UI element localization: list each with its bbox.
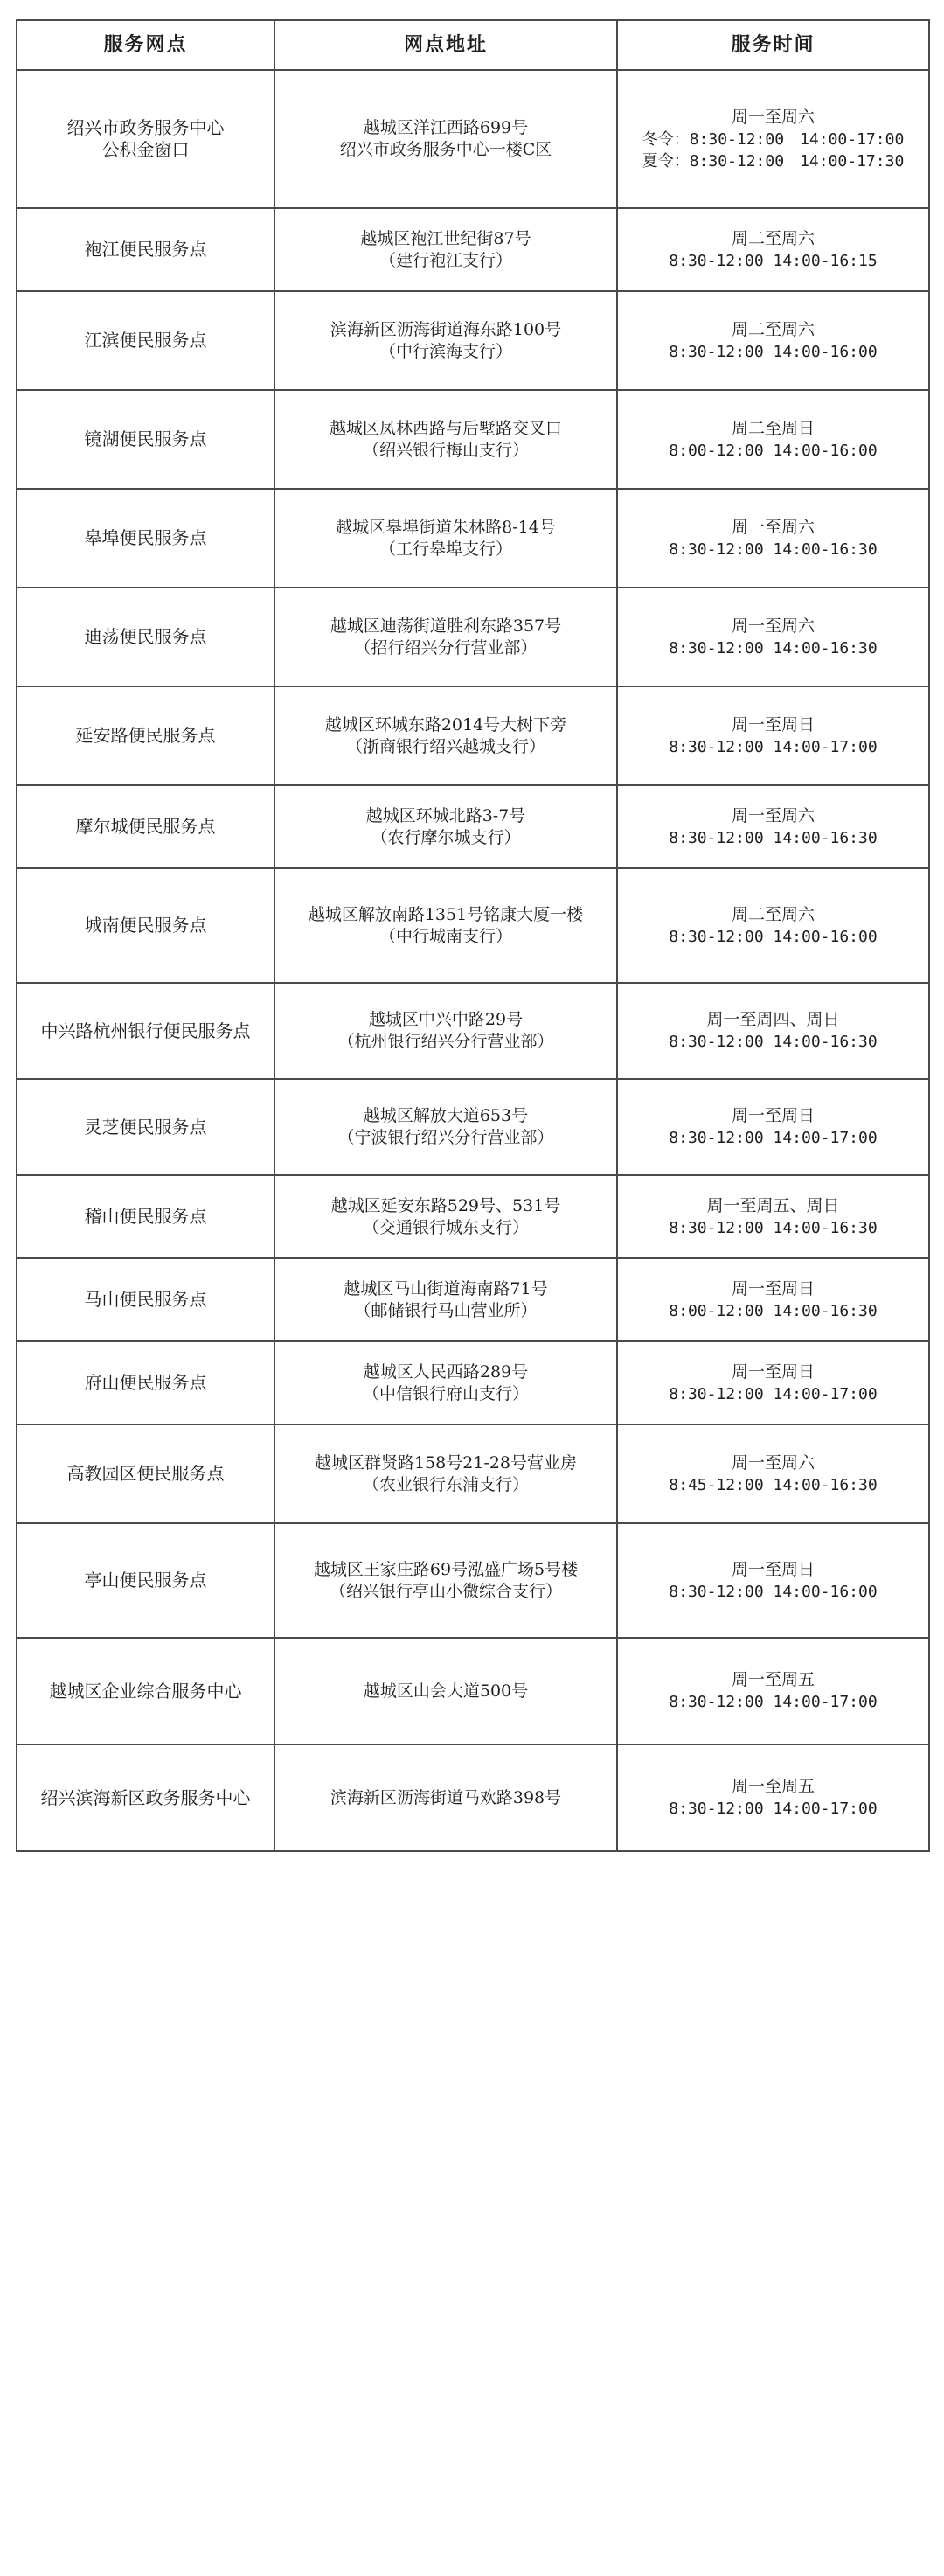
table-body: [17, 70, 929, 1851]
service-hours-line: 8:30-12:00 14:00-16:00: [669, 1582, 878, 1601]
service-point-address: [274, 983, 617, 1079]
header-service-point: 服务网点: [17, 20, 274, 70]
table-row: [17, 291, 929, 390]
table-header-row: [17, 20, 929, 70]
address-line: （中行滨海支行）: [378, 341, 512, 361]
service-point-address: [274, 208, 617, 291]
address-line: 越城区王家庄路69号泓盛广场5号楼: [313, 1559, 579, 1579]
service-hours: [617, 1175, 929, 1258]
service-point-name: 镜湖便民服务点: [17, 390, 274, 489]
service-days: 周二至周六: [731, 904, 815, 924]
service-hours: [617, 291, 929, 390]
service-days: 周一至周六: [731, 805, 815, 825]
address-line: 越城区解放南路1351号铭康大厦一楼: [308, 904, 584, 924]
table-row: [17, 588, 929, 686]
service-hours-line: 8:30-12:00 14:00-17:00: [669, 737, 878, 756]
address-line: （交通银行城东支行）: [362, 1217, 529, 1237]
service-hours: [617, 686, 929, 785]
service-hours-line: 8:30-12:00 14:00-16:00: [669, 342, 878, 361]
service-hours-line: 8:30-12:00 14:00-17:00: [669, 1129, 878, 1147]
service-hours: [617, 1523, 929, 1638]
service-days: 周一至周日: [731, 1106, 815, 1125]
address-line: 越城区迪荡街道胜利东路357号: [330, 616, 562, 636]
service-points-sheet: [16, 19, 928, 1852]
address-line: 越城区延安东路529号、531号: [330, 1195, 561, 1215]
service-point-name: 灵芝便民服务点: [17, 1079, 274, 1175]
service-point-address: [274, 1744, 617, 1851]
service-point-name: 绍兴市政务服务中心 公积金窗口: [17, 70, 274, 208]
address-line: （浙商银行绍兴越城支行）: [345, 736, 545, 756]
address-line: 越城区山会大道500号: [363, 1681, 529, 1701]
table-row: [17, 1424, 929, 1523]
service-point-name: 稽山便民服务点: [17, 1175, 274, 1258]
service-point-address: [274, 868, 617, 983]
service-hours-line: 8:45-12:00 14:00-16:30: [669, 1475, 878, 1494]
service-days: 周一至周六: [731, 517, 815, 537]
table-row: [17, 1258, 929, 1341]
service-point-address: [274, 588, 617, 686]
service-days: 周一至周五: [731, 1777, 815, 1796]
service-hours-line: 8:00-12:00 14:00-16:00: [669, 441, 878, 460]
service-days: 周一至周五: [731, 1670, 815, 1689]
address-line: 越城区洋江西路699号: [363, 118, 529, 137]
service-point-address: [274, 1523, 617, 1638]
service-hours-line: 8:30-12:00 14:00-16:30: [669, 828, 878, 847]
service-hours-line: 8:30-12:00 14:00-16:30: [669, 1033, 878, 1051]
service-hours: [617, 1258, 929, 1341]
service-point-name: 高教园区便民服务点: [17, 1424, 274, 1523]
service-hours: [617, 70, 929, 208]
service-days: 周一至周日: [731, 1559, 815, 1579]
address-line: 绍兴市政务服务中心一楼C区: [339, 140, 552, 159]
address-line: 越城区凤林西路与后墅路交叉口: [329, 418, 562, 438]
service-hours: [617, 1341, 929, 1424]
address-line: （中信银行府山支行）: [362, 1383, 529, 1403]
service-point-address: [274, 1424, 617, 1523]
header-service-hours: 服务时间: [617, 20, 929, 70]
address-line: 越城区马山街道海南路71号: [344, 1278, 548, 1298]
address-line: 越城区环城北路3-7号: [365, 805, 526, 825]
address-line: （中行城南支行）: [378, 926, 512, 946]
service-point-name: 皋埠便民服务点: [17, 489, 274, 588]
header-address: 网点地址: [274, 20, 617, 70]
service-hours-line: 8:30-12:00 14:00-17:00: [669, 1800, 878, 1818]
service-point-address: [274, 1175, 617, 1258]
service-point-name: 亭山便民服务点: [17, 1523, 274, 1638]
service-days: 周一至周六: [731, 107, 815, 127]
service-point-address: [274, 1258, 617, 1341]
table-row: [17, 70, 929, 208]
service-hours: [617, 208, 929, 291]
address-line: 越城区环城东路2014号大树下旁: [324, 714, 567, 735]
service-days: 周二至周六: [731, 228, 815, 248]
service-point-name: 城南便民服务点: [17, 868, 274, 983]
service-point-name: 越城区企业综合服务中心: [17, 1638, 274, 1744]
table-row: [17, 983, 929, 1079]
service-days: 周二至周六: [731, 319, 815, 339]
service-hours: [617, 1744, 929, 1851]
service-hours: [617, 390, 929, 489]
service-days: 周一至周日: [731, 714, 815, 735]
service-hours: [617, 1079, 929, 1175]
service-hours: [617, 489, 929, 588]
service-point-name: 摩尔城便民服务点: [17, 785, 274, 868]
table-row: [17, 785, 929, 868]
service-hours-line: 8:30-12:00 14:00-16:30: [669, 540, 878, 559]
service-hours: [617, 983, 929, 1079]
address-line: 滨海新区沥海街道海东路100号: [330, 319, 562, 339]
service-point-name: 延安路便民服务点: [17, 686, 274, 785]
table-row: [17, 868, 929, 983]
address-line: （招行绍兴分行营业部）: [354, 637, 538, 658]
table-row: [17, 1638, 929, 1744]
service-days: 周二至周日: [731, 418, 815, 438]
service-point-address: [274, 1079, 617, 1175]
address-line: （绍兴银行亭山小微综合支行）: [329, 1581, 562, 1601]
service-hours-line: 夏令：8:30-12:00 14:00-17:30: [642, 151, 905, 171]
table-row: [17, 489, 929, 588]
service-days: 周一至周五、周日: [706, 1195, 840, 1215]
table-row: [17, 1744, 929, 1851]
service-hours-line: 8:00-12:00 14:00-16:30: [669, 1301, 878, 1320]
service-point-name: 江滨便民服务点: [17, 291, 274, 390]
service-point-name: 袍江便民服务点: [17, 208, 274, 291]
address-line: （建行袍江支行）: [378, 250, 512, 270]
service-hours: [617, 1638, 929, 1744]
service-point-address: [274, 686, 617, 785]
service-point-address: [274, 785, 617, 868]
address-line: （宁波银行绍兴分行营业部）: [337, 1128, 554, 1147]
table-row: [17, 390, 929, 489]
address-line: 越城区皋埠街道朱林路8-14号: [336, 517, 556, 537]
service-hours: [617, 868, 929, 983]
service-hours-line: 8:30-12:00 14:00-17:00: [669, 1693, 878, 1711]
address-line: （农业银行东浦支行）: [362, 1474, 529, 1494]
service-days: 周一至周日: [731, 1278, 815, 1298]
service-hours-line: 8:30-12:00 14:00-16:30: [669, 638, 878, 658]
service-hours-line: 冬令：8:30-12:00 14:00-17:00: [642, 129, 905, 149]
address-line: 越城区解放大道653号: [363, 1106, 529, 1125]
address-line: （工行皋埠支行）: [378, 539, 512, 559]
address-line: （邮储银行马山营业所）: [354, 1300, 538, 1320]
service-hours-line: 8:30-12:00 14:00-16:30: [669, 1218, 878, 1237]
service-point-name: 绍兴滨海新区政务服务中心: [17, 1744, 274, 1851]
service-days: 周一至周六: [731, 1452, 815, 1472]
service-point-address: [274, 291, 617, 390]
table-row: [17, 1175, 929, 1258]
address-line: （绍兴银行梅山支行）: [362, 440, 529, 460]
service-point-address: [274, 1341, 617, 1424]
service-point-address: [274, 70, 617, 208]
address-line: 越城区人民西路289号: [363, 1361, 529, 1382]
service-point-name: 迪荡便民服务点: [17, 588, 274, 686]
service-days: 周一至周六: [731, 616, 815, 636]
service-hours: [617, 588, 929, 686]
service-point-name: 府山便民服务点: [17, 1341, 274, 1424]
service-hours: [617, 1424, 929, 1523]
address-line: 滨海新区沥海街道马欢路398号: [330, 1787, 562, 1807]
service-hours: [617, 785, 929, 868]
table-row: [17, 1079, 929, 1175]
service-points-table: [16, 19, 930, 1852]
table-row: [17, 208, 929, 291]
service-days: 周一至周四、周日: [706, 1010, 840, 1029]
service-hours-line: 8:30-12:00 14:00-16:15: [669, 251, 878, 270]
service-point-address: [274, 489, 617, 588]
address-line: 越城区群贤路158号21-28号营业房: [314, 1452, 578, 1472]
service-point-name: 马山便民服务点: [17, 1258, 274, 1341]
table-row: [17, 1341, 929, 1424]
service-point-address: [274, 390, 617, 489]
service-hours-line: 8:30-12:00 14:00-16:00: [669, 927, 878, 946]
address-line: 越城区中兴中路29号: [368, 1010, 524, 1029]
address-line: 越城区袍江世纪街87号: [360, 228, 531, 248]
table-row: [17, 1523, 929, 1638]
address-line: （杭州银行绍兴分行营业部）: [337, 1032, 554, 1051]
table-row: [17, 686, 929, 785]
address-line: （农行摩尔城支行）: [371, 827, 521, 847]
service-days: 周一至周日: [731, 1361, 815, 1382]
service-hours-line: 8:30-12:00 14:00-17:00: [669, 1384, 878, 1403]
service-point-name: 中兴路杭州银行便民服务点: [17, 983, 274, 1079]
service-point-address: [274, 1638, 617, 1744]
